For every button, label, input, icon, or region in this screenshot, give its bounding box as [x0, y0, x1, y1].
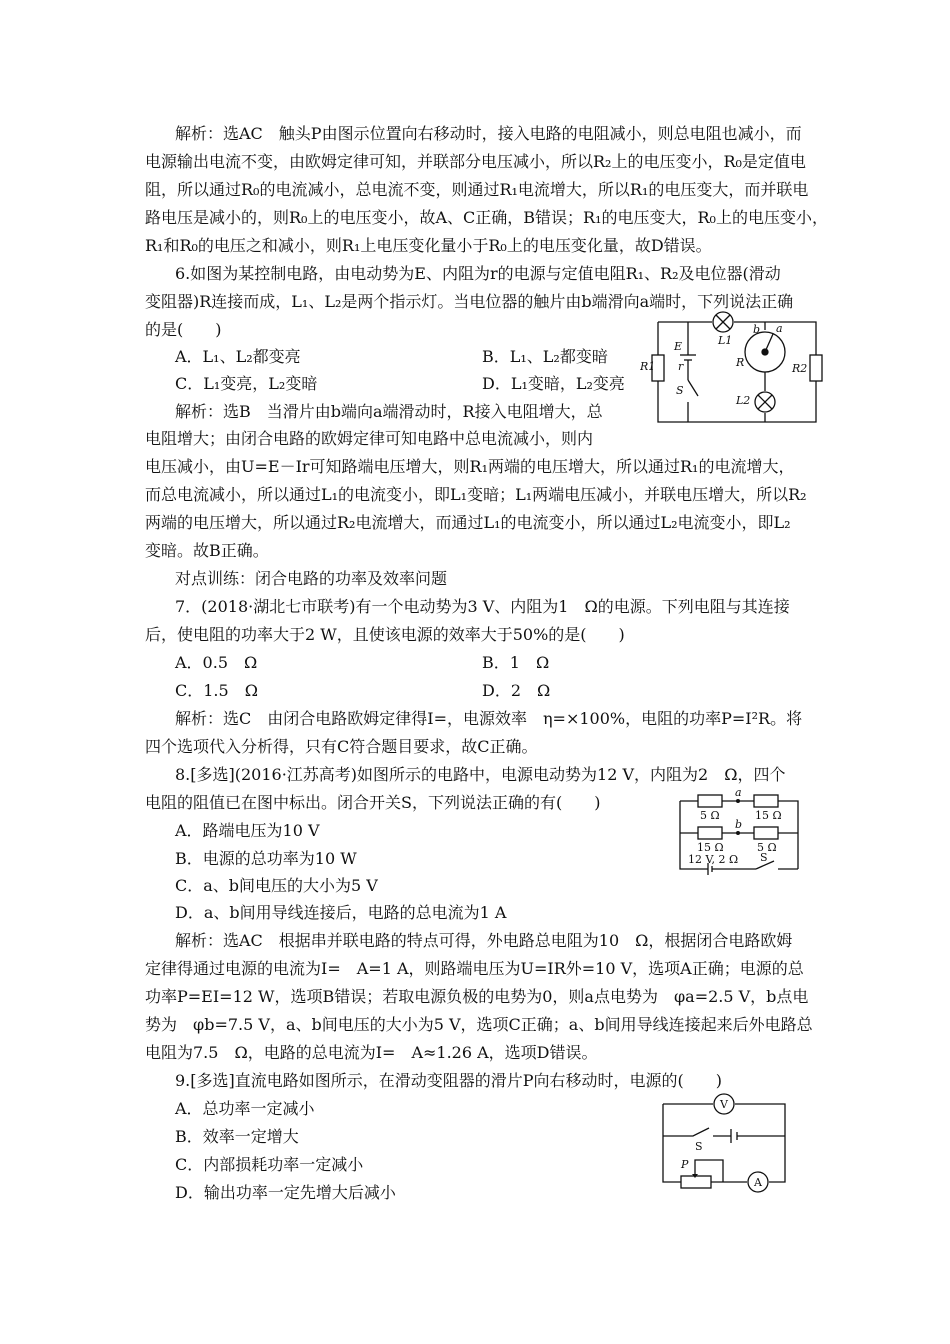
text-line: 两端的电压增大，所以通过R₂电流增大，而通过L₁的电流变小，所以通过L₂电流变小，即L₂: [145, 513, 791, 532]
label-S: S: [695, 1140, 703, 1153]
option-b: B．电源的总功率为10 W: [175, 849, 357, 868]
label-R: R: [736, 356, 745, 369]
label-a: a: [735, 789, 742, 799]
circuit-diagram-q8: [672, 789, 807, 881]
text-line: 解析：选B 当滑片由b端向a端滑动时，R接入电阻增大，总: [175, 402, 603, 421]
text-line: 势为 φb=7.5 V，a、b间电压的大小为5 V，选项C正确；a、b间用导线连接起来后外电路总: [145, 1015, 813, 1034]
label-source: 12 V, 2 Ω: [688, 853, 739, 866]
option-c: C．1.5 Ω: [175, 681, 258, 700]
circuit-diagram-q9: [657, 1092, 797, 1197]
question-7-line: 后，使电阻的功率大于2 W，且使该电源的效率大于50%的是( ): [145, 625, 625, 644]
label-resistor: 5 Ω: [700, 809, 720, 822]
option-b: B．1 Ω: [482, 653, 550, 672]
label-b: b: [735, 818, 743, 831]
label-resistor: 15 Ω: [697, 841, 724, 854]
label-S: S: [760, 851, 768, 864]
label-L1: L1: [718, 334, 733, 347]
label-a: a: [776, 322, 783, 335]
label-L2: L2: [736, 394, 751, 407]
text-line: 而总电流减小，所以通过L₁的电流变小，即L₁变暗；L₁两端电压减小，并联电压增大，所以R₂: [145, 485, 807, 504]
text-line: 功率P=EI=12 W，选项B错误；若取电源负极的电势为0，则a点电势为 φa=2.5 V，b点电: [145, 987, 809, 1006]
label-S: S: [676, 384, 684, 397]
text-line: 变暗。故B正确。: [145, 541, 269, 560]
question-7-line: 7．(2018·湖北七市联考)有一个电动势为3 V、内阻为1 Ω的电源。下列电阻与其连接: [175, 597, 790, 616]
text-line: R₁和R₀的电压之和减小，则R₁上电压变化量小于R₀上的电压变化量，故D错误。: [145, 236, 712, 255]
label-R1: R1: [640, 360, 656, 373]
label-P: P: [681, 1158, 689, 1171]
text-line: 四个选项代入分析得，只有C符合题目要求，故C正确。: [145, 737, 538, 756]
label-V: V: [720, 1098, 728, 1111]
label-resistor: 5 Ω: [757, 841, 777, 854]
text-line: 电源输出电流不变，由欧姆定律可知，并联部分电压减小，所以R₂上的电压变小，R₀是定值电: [145, 152, 806, 171]
option-a: A．0.5 Ω: [175, 653, 258, 672]
section-heading: 对点训练：闭合电路的功率及效率问题: [175, 569, 448, 588]
option-a: A．总功率一定减小: [175, 1099, 315, 1118]
label-A: A: [754, 1176, 762, 1189]
question-8-line: 电阻的阻值已在图中标出。闭合开关S，下列说法正确的有( ): [145, 793, 601, 812]
text-line: 电阻为7.5 Ω，电路的总电流为I= A≈1.26 A，选项D错误。: [145, 1043, 598, 1062]
text-line: 电压减小，由U=E－Ir可知路端电压增大，则R₁两端的电压增大，所以通过R₁的电流增大，: [145, 457, 795, 476]
text-line: 定律得通过电源的电流为I= A=1 A，则路端电压为U=IR外=10 V，选项A正确；电源的总: [145, 959, 804, 978]
option-c: C．a、b间电压的大小为5 V: [175, 876, 378, 895]
option-d: D．L₁变暗，L₂变亮: [482, 374, 625, 393]
question-6-line: 6.如图为某控制电路，由电动势为E、内阻为r的电源与定值电阻R₁、R₂及电位器(滑动: [175, 264, 781, 283]
label-E: E: [674, 340, 683, 353]
label-resistor: 15 Ω: [755, 809, 782, 822]
question-6-line: 变阻器)R连接而成，L₁、L₂是两个指示灯。当电位器的触片由b端滑向a端时，下列说法正确: [145, 292, 794, 311]
circuit-diagram-q6: [640, 300, 830, 430]
option-c: C．L₁变亮，L₂变暗: [175, 374, 318, 393]
text-line: 路电压是减小的，则R₀上的电压变小，故A、C正确，B错误；R₁的电压变大，R₀上的电压变小，: [145, 208, 828, 227]
question-8-line: 8.[多选](2016·江苏高考)如图所示的电路中，电源电动势为12 V，内阻为2 Ω，四个: [175, 765, 786, 784]
text-line: 解析：选AC 根据串并联电路的特点可得，外电路总电阻为10 Ω，根据闭合电路欧姆: [175, 931, 793, 950]
option-d: D．2 Ω: [482, 681, 551, 700]
option-a: A．路端电压为10 V: [175, 821, 320, 840]
option-a: A．L₁、L₂都变亮: [175, 347, 301, 366]
label-r: r: [678, 360, 684, 373]
text-line: 阻，所以通过R₀的电流减小，总电流不变，则通过R₁电流增大，所以R₁的电压变大，而并联电: [145, 180, 809, 199]
text-line: 解析：选AC 触头P由图示位置向右移动时，接入电路的电阻减小，则总电阻也减小，而: [175, 124, 802, 143]
text-line: 电阻增大；由闭合电路的欧姆定律可知电路中总电流减小，则内: [145, 429, 594, 448]
label-b: b: [753, 323, 761, 336]
option-d: D．输出功率一定先增大后减小: [175, 1183, 396, 1202]
option-c: C．内部损耗功率一定减小: [175, 1155, 364, 1174]
option-b: B．效率一定增大: [175, 1127, 299, 1146]
question-6-line: 的是( ): [145, 320, 222, 339]
label-R2: R2: [792, 362, 808, 375]
text-line: 解析：选C 由闭合电路欧姆定律得I=，电源效率 η=×100%，电阻的功率P=I²R。将: [175, 709, 803, 728]
question-9-line: 9.[多选]直流电路如图所示，在滑动变阻器的滑片P向右移动时，电源的( ): [175, 1071, 723, 1090]
option-d: D．a、b间用导线连接后，电路的总电流为1 A: [175, 903, 507, 922]
option-b: B．L₁、L₂都变暗: [482, 347, 608, 366]
